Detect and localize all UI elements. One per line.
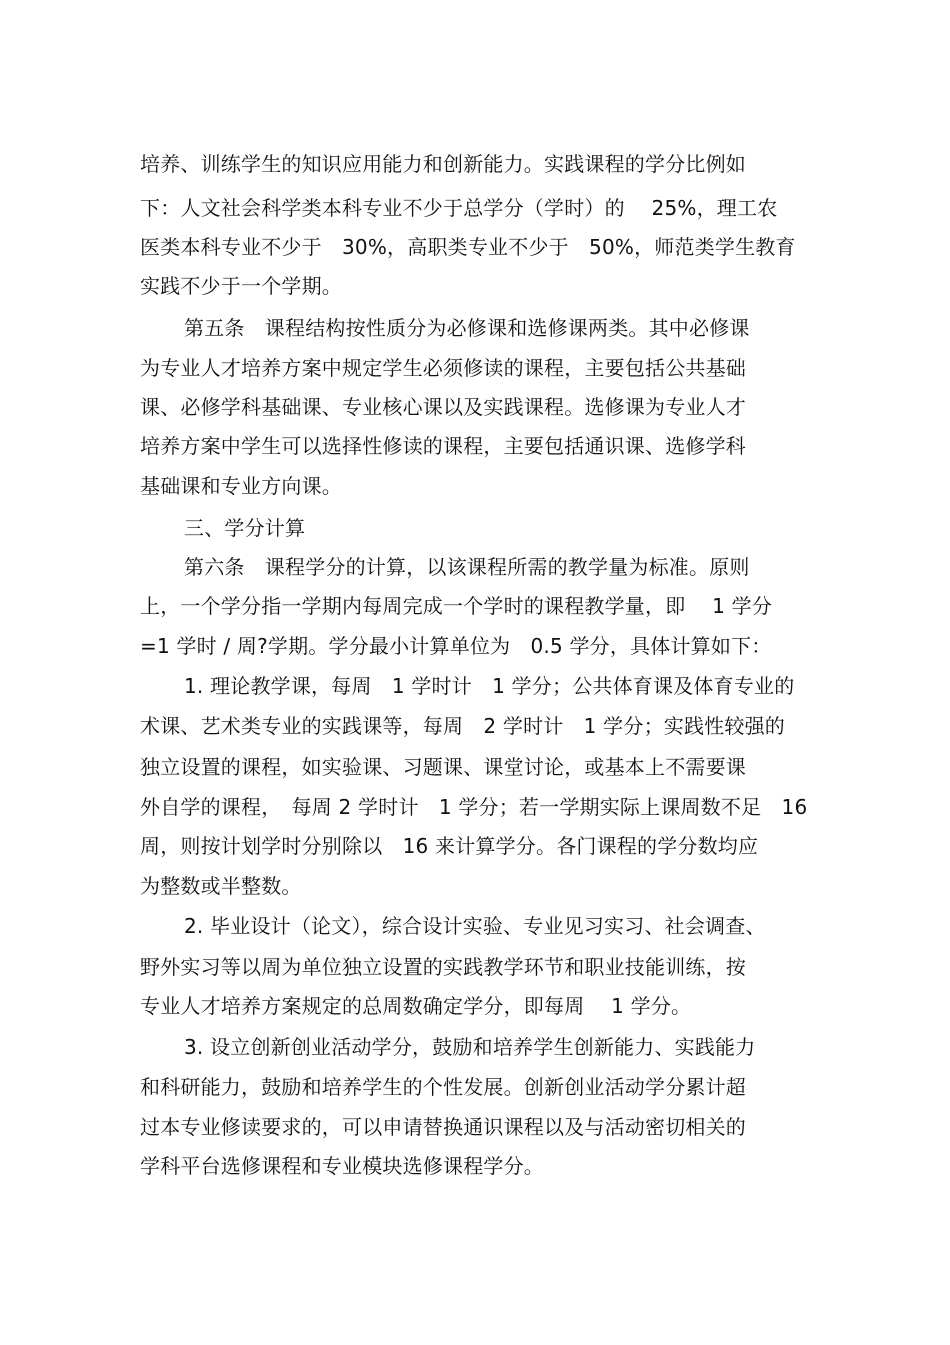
- text-line: 医类本科专业不少于 30%，高职类专业不少于 50%，师范类学生教育: [140, 235, 796, 259]
- text-line: =1 学时 / 周?学期。学分最小计算单位为 0.5 学分，具体计算如下：: [140, 634, 772, 658]
- text-line: 培养、训练学生的知识应用能力和创新能力。实践课程的学分比例如: [140, 152, 746, 176]
- text-line: 第五条 课程结构按性质分为必修课和选修课两类。其中必修课: [184, 316, 750, 340]
- text-line: 野外实习等以周为单位独立设置的实践教学环节和职业技能训练，按: [140, 955, 746, 979]
- text-line: 3. 设立创新创业活动学分，鼓励和培养学生创新能力、实践能力: [184, 1035, 756, 1059]
- text-line: 基础课和专业方向课。: [140, 474, 342, 498]
- section-heading: 三、学分计算: [184, 516, 306, 540]
- text-line: 1. 理论教学课，每周 1 学时计 1 学分；公共体育课及体育专业的: [184, 674, 795, 698]
- text-line: 2. 毕业设计（论文），综合设计实验、专业见习实习、社会调查、: [184, 914, 766, 938]
- text-line: 为专业人才培养方案中规定学生必须修读的课程，主要包括公共基础: [140, 356, 746, 380]
- text-line: 为整数或半整数。: [140, 874, 302, 898]
- text-line: 专业人才培养方案规定的总周数确定学分，即每周 1 学分。: [140, 994, 692, 1018]
- text-line: 独立设置的课程，如实验课、习题课、课堂讨论，或基本上不需要课: [140, 755, 746, 779]
- text-line: 过本专业修读要求的，可以申请替换通识课程以及与活动密切相关的: [140, 1115, 746, 1139]
- text-line: 第六条 课程学分的计算，以该课程所需的教学量为标准。原则: [184, 555, 750, 579]
- text-line: 下：人文社会科学类本科专业不少于总学分（学时）的 25%，理工农: [140, 196, 778, 220]
- text-line: 课、必修学科基础课、专业核心课以及实践课程。选修课为专业人才: [140, 395, 746, 419]
- text-line: 术课、艺术类专业的实践课等，每周 2 学时计 1 学分；实践性较强的: [140, 714, 785, 738]
- text-line: 外自学的课程， 每周 2 学时计 1 学分；若一学期实际上课周数不足 16: [140, 795, 808, 819]
- text-line: 学科平台选修课程和专业模块选修课程学分。: [140, 1154, 544, 1178]
- text-line: 实践不少于一个学期。: [140, 274, 342, 298]
- text-line: 培养方案中学生可以选择性修读的课程，主要包括通识课、选修学科: [140, 434, 746, 458]
- text-line: 上，一个学分指一学期内每周完成一个学时的课程教学量，即 1 学分: [140, 594, 773, 618]
- text-line: 周，则按计划学时分别除以 16 来计算学分。各门课程的学分数均应: [140, 834, 759, 858]
- text-line: 和科研能力，鼓励和培养学生的个性发展。创新创业活动学分累计超: [140, 1075, 746, 1099]
